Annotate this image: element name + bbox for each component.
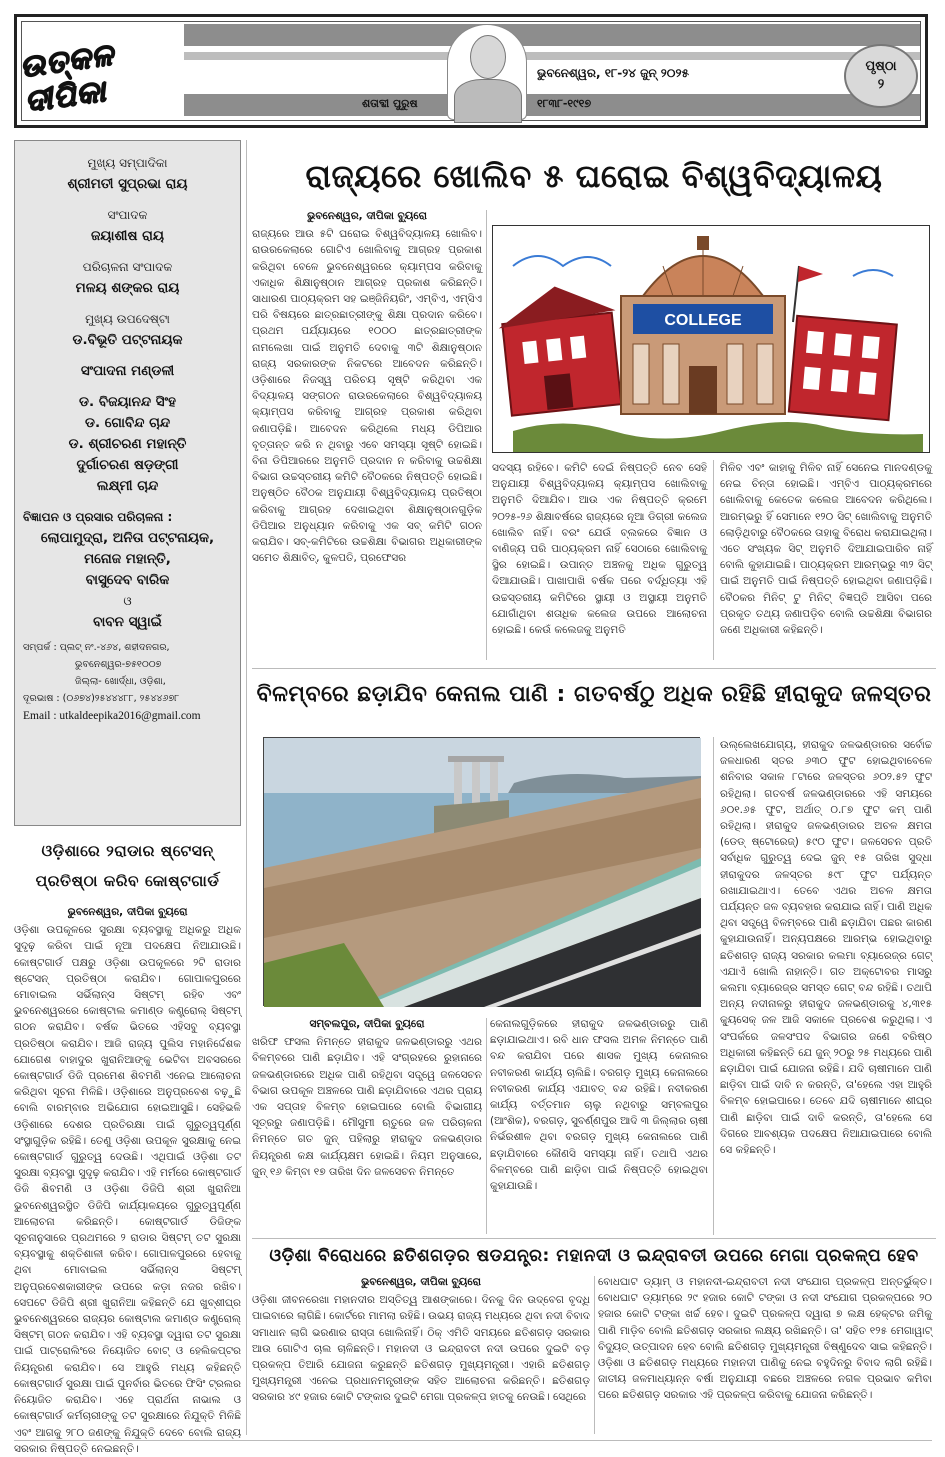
canal-headline: ବିଳମ୍ବରେ ଛଡ଼ାଯିବ କେନାଲ ପାଣି : ଗତବର୍ଷଠୁ ଅଧିକ ରହିଛି ହୀରାକୁଦ ଜଳସ୍ତର: [252, 668, 936, 720]
main-article-byline: ଭୁବନେଶ୍ୱର, ଦୀପିକା ବ୍ୟୁରୋ: [307, 210, 427, 222]
coastguard-article-byline: ଭୁବନେଶ୍ୱର, ଦୀପିକା ବ୍ୟୁରୋ: [67, 906, 188, 918]
newspaper-logo: [17, 22, 182, 126]
mahanadi-article-text: ଓଡ଼ିଶା ଜୀବନରେଖା ମହାନଦୀର ଅସ୍ତିତ୍ୱ ଆଶଙ୍କାରେ। ଦିନକୁ ଦିନ ଉଦ୍‌ବେଗ ବୃଦ୍ଧି ପାଇବାରେ ଲାଗିଛି। କୋର୍ଟରେ ମାମଲା ରହିଛି। ଉଭୟ ରାଜ୍ୟ ମଧ୍ୟରେ ଥିବା ନଦୀ ବିବାଦ ସମାଧାନ ଲାଗି ଭରଣାର ରାସ୍ତା ଖୋଲିନାହିଁ। ଠିକ୍ ଏମିତି ସମୟରେ ଛତିଶଗଡ଼ ସରକାର ଆଉ ଗୋଟିଏ ଚାଲ ଚାଳିଛନ୍ତି। ମହାନଦୀ ଓ ଇନ୍ଦ୍ରାବତୀ ନଦୀ ଉପରେ ଦୁଇଟି ବଡ଼ ପ୍ରକଳ୍ପ ତିଆରି ଯୋଜନା କରୁଛନ୍ତି ଛତିଶଗଡ଼ ମୁଖ୍ୟମନ୍ତ୍ରୀ। ଏହାରି ଛତିଶଗଡ଼ ମୁଖ୍ୟମନ୍ତ୍ରୀ ଏନେଇ ପ୍ରଧାନମନ୍ତ୍ରୀଙ୍କ ସହିତ ଆଲୋଚନା କରିଛନ୍ତି। ଛତିଶଗଡ଼ ସରକାର ୪୯ ହଜାର କୋଟି ଟଙ୍କାର ଦୁଇଟି ମେଗା ପ୍ରକଳ୍ପ ହାତକୁ ନେଉଛି। ସେଥିରେ: [252, 1294, 590, 1404]
dam-svg: [264, 738, 701, 1007]
canal-article-text: ଖରିଫ ଫସଲ ନିମନ୍ତେ ହୀରାକୁଦ ଜଳଭଣ୍ଡାରରୁ ଏଥର ବିଳମ୍ବରେ ପାଣି ଛଡ଼ାଯିବ। ଏହି ସଂଗ୍ରହରେ ରୁହାନାରେ ଜଳଭଣ୍ଡାରରେ ଅଧିକ ପାଣି ରହିଥିବା ସତ୍ତ୍ୱେ ଜଳସେଚନ ବିଭାଗ ଉପକୂଳ ଅଞ୍ଚଳରେ ପାଣି ଛଡ଼ାଯିବାରେ ଏଥର ପ୍ରାୟ ଏକ ସପ୍ତାହ ବିଳମ୍ବ ହୋଇପାରେ ବୋଲି ବିଭାଗୀୟ ସୂତ୍ରରୁ ଜଣାପଡ଼ିଛି। ମୌସୁମୀ ଋତୁରେ ଜଳ ପରିଚାଳନା ନିମନ୍ତେ ଗତ ଜୁନ୍ ପହିଲାରୁ ହୀରାକୁଦ ଜଳଭଣ୍ଡାର ନିୟନ୍ତ୍ରଣ କକ୍ଷ କାର୍ଯ୍ୟକ୍ଷମ ହୋଇଛି। ନିୟମ ଅନୁସାରେ, ଜୁନ୍ ୧୬ କିମ୍ବା ୧୭ ତାରିଖ ଦିନ ଜଳସେଚନ ନିମନ୍ତେ: [252, 1036, 482, 1178]
founder-portrait: [447, 24, 527, 120]
chief-editor-title: ମୁଖ୍ୟ ସମ୍ପାଦିକା: [87, 156, 168, 170]
mahanadi-headline: ଓଡ଼ିଶା ବିରୋଧରେ ଛତିଶଗଡ଼ର ଷଡଯନ୍ତ୍ର: ମହାନଦୀ ଓ ଇନ୍ଦ୍ରାବତୀ ଉପରେ ମେଗା ପ୍ରକଳ୍ପ ହେବ: [252, 1238, 936, 1272]
canal-article-text: କେନାଲଗୁଡ଼ିକରେ ହୀରାକୁଦ ଜଳଭଣ୍ଡାରରୁ ପାଣି ଛଡ଼ାଯାଇଥାଏ। ରବି ଧାନ ଫସଲ ଅମଳ ନିମନ୍ତେ ପାଣି ବନ୍ଦ କରାଯିବା ପରେ ଶାସକ ମୁଖ୍ୟ କେନାଲର ନବୀକରଣ କାର୍ଯ୍ୟ ଚାଲିଛି। ବରଗଡ଼ ମୁଖ୍ୟ କେନାଲରେ ନବୀକରଣ କାର୍ଯ୍ୟ ଏଯାବତ୍ ବନ୍ଦ ରହିଛି। ନବୀକରଣ କାର୍ଯ୍ୟ ବର୍ତ୍ତମାନ ଚାଲୁ ନଥିବାରୁ ସମ୍ବଲପୁର (ଆଂଶିକ), ବରଗଡ଼, ସୁବର୍ଣ୍ଣପୁର ଆଦି ୩ ଜିଲ୍ଲାର ଚାଷୀ ନିର୍ଭରଶୀଳ ଥିବା ବରଗଡ଼ ମୁଖ୍ୟ କେନାଲରେ ପାଣି ଛଡ଼ାଯିବାରେ କୌଣସି ସମସ୍ୟା ନାହିଁ। ତଥାପି ଏଥର ବିଳମ୍ବରେ ପାଣି ଛାଡ଼ିବା ପାଇଁ ନିଷ୍ପତ୍ତି ହୋଇଥିବା କୁହାଯାଉଛି।: [490, 1018, 708, 1193]
college-sign-text: COLLEGE: [664, 312, 742, 329]
board-member: ଡ. ଗୋବିନ୍ଦ ଚାନ୍ଦ: [84, 415, 171, 431]
main-headline: ରାଜ୍ୟରେ ଖୋଲିବ ୫ ଘରୋଇ ବିଶ୍ୱବିଦ୍ୟାଳୟ: [305, 157, 883, 195]
main-article-col-2: [492, 460, 707, 662]
canal-article-col-3: [720, 737, 932, 1237]
main-article-text: ରାଜ୍ୟରେ ଆଉ ୫ଟି ଘରୋଇ ବିଶ୍ୱବିଦ୍ୟାଳୟ ଖୋଲିବ। ରାଉରକେଲାରେ ଗୋଟିଏ ଖୋଲିବାକୁ ଆଗ୍ରହ ପ୍ରକାଶ କରିଥିବା ବେଳେ ଭୁବନେଶ୍ୱରରେ କ୍ୟାମ୍ପସ କରିବାକୁ ଏକାଧିକ ଶିକ୍ଷାନୁଷ୍ଠାନ ଆଗ୍ରହ ପ୍ରକାଶ କରିଛନ୍ତି। ସାଧାରଣ ପାଠ୍ୟକ୍ରମ ସହ ଇଞ୍ଜିନିୟରିଂ, ଏମ୍ବିଏ, ଏମ୍ସିଏ ପରି ବିଷୟରେ ଛାତ୍ରଛାତ୍ରୀଙ୍କୁ ଶିକ୍ଷା ପ୍ରଦାନ କରିବେ। ପ୍ରଥମ ପର୍ଯ୍ୟାୟରେ ୧୦୦୦ ଛାତ୍ରଛାତ୍ରୀଙ୍କ ନାମଲେଖା ପାଇଁ ଅନୁମତି ଦେବାକୁ ୩ଟି ଶିକ୍ଷାନୁଷ୍ଠାନ ରାଜ୍ୟ ସରକାରଙ୍କ ନିକଟରେ ଆବେଦନ କରିଛନ୍ତି। ଓଡ଼ିଶାରେ ନିଜସ୍ୱ ପରିଚୟ ସୃଷ୍ଟି କରିଥିବା ଏକ ବିଦ୍ୟାଳୟ ସଙ୍ଗଠନ ରାଉରକେଲାରେ ବିଶ୍ୱବିଦ୍ୟାଳୟ କ୍ୟାମ୍ପସ କରିବାକୁ ଆଗ୍ରହ ପ୍ରକାଶ କରିଥିବା ଜଣାପଡ଼ିଛି। ଆବେଦନ କରିଥିଲେ ମଧ୍ୟ ଡିପିଆର ବୃତ୍ତାନ୍ତ କରି ନ ଥିବାରୁ ଏବେ ସମସ୍ୟା ସୃଷ୍ଟି ହୋଇଛି। ବିନା ଡିପିଆରରେ ଅନୁମତି ପ୍ରଦାନ ନ କରିବାକୁ ଉଚ୍ଚଶିକ୍ଷା ବିଭାଗ ଉଚ୍ଚସ୍ତରୀୟ କମିଟି ବୈଠକରେ ନିଷ୍ପତ୍ତି ହୋଇଛି। ଅନୁଷ୍ଠିତ ବୈଠକ ଅନୁଯାୟୀ ବିଶ୍ୱବିଦ୍ୟାଳୟ ପ୍ରତିଷ୍ଠା କରିବାକୁ ଆଗ୍ରହ ଦେଖାଇଥିବା ଶିକ୍ଷାନୁଷ୍ଠାନଗୁଡ଼ିକ ଡିପିଆର ଅନୁଧ୍ୟାନ କରିବାକୁ ଏକ ସବ୍ କମିଟି ଗଠନ କରାଯିବ। ସବ୍-କମିଟିରେ ଉଚ୍ଚଶିକ୍ଷା ବିଭାଗର ଅଧିକାରୀଙ୍କ ସମେତ ଶିକ୍ଷାବିତ୍, କୁଳପତି, ପ୍ରଫେସର: [252, 228, 482, 565]
portrait-body: [454, 79, 522, 123]
masthead: [14, 14, 928, 128]
managing-editor-title: ପରିଚାଳନା ସଂପାଦକ: [82, 260, 173, 274]
page-number: ୨: [877, 77, 885, 92]
logo-text: ଉତ୍କଳ ଦୀପିକା: [17, 37, 117, 120]
coastguard-article-text: ଓଡ଼ିଶା ଉପକୂଳରେ ସୁରକ୍ଷା ବ୍ୟବସ୍ଥାକୁ ଅଧିକରୁ ଅଧିକ ସୁଦୃଢ଼ କରିବା ପାଇଁ ନୂଆ ପଦକ୍ଷେପ ନିଆଯାଉଛି। କୋଷ୍ଟଗାର୍ଡ ପକ୍ଷରୁ ଓଡ଼ିଶା ଉପକୂଳରେ ୨ଟି ରାଡାର ଷ୍ଟେସନ୍ ପ୍ରତିଷ୍ଠା କରାଯିବ। ଗୋପାଳପୁରରେ ମୋବାଇଲ ସର୍ଭିଲାନ୍ସ ସିଷ୍ଟମ୍ ରହିବ ଏବଂ ଭୁବନେଶ୍ୱରରେ କୋଷ୍ଟାଲ କମାଣ୍ଡ କଣ୍ଟ୍ରୋଲ୍ ସିଷ୍ଟମ୍ ଗଠନ କରାଯିବ। ବର୍ଷକ ଭିତରେ ଏହିସବୁ ବ୍ୟବସ୍ଥା ପ୍ରତିଷ୍ଠା କରାଯିବ। ଆଜି ରାଜ୍ୟ ପୁଲିସ ମହାନିର୍ଦ୍ଦେଶକ ଯୋଗେଶ ବାହାଦୁର ଖୁରାନିଆଙ୍କୁ ଭେଟିବା ଅବସରରେ କୋଷ୍ଟଗାର୍ଡ ଡିଜି ପ୍ରମେଶ ଶିବମଣି ଏନେଇ ଆଲୋଚନା କରିଥିବା ସୂଚନା ମିଳିଛି। ଓଡ଼ିଶାରେ ଅନୁପ୍ରବେଶ ବଢ଼ୁଛି ବୋଲି ବାରମ୍ବାର ଅଭିଯୋଗ ହୋଇଆସୁଛି। ସେହିଭଳି ଓଡ଼ିଶାରେ ଦେଶର ପ୍ରତିରକ୍ଷା ପାଇଁ ଗୁରୁତ୍ୱପୂର୍ଣ୍ଣ ସଂସ୍ଥାଗୁଡ଼ିକ ରହିଛି। ତେଣୁ ଓଡ଼ିଶା ଉପକୂଳ ସୁରକ୍ଷାକୁ ନେଇ କୋଷ୍ଟଗାର୍ଡ ଗୁରୁତ୍ୱ ଦେଉଛି। ଏଥିପାଇଁ ଓଡ଼ିଶା ତଟ ସୁରକ୍ଷା ବ୍ୟବସ୍ଥା ସୁଦୃଢ଼ କରାଯିବ। ଏହି ମର୍ମରେ କୋଷ୍ଟଗାର୍ଡ ଡିଜି ଶିବମଣି ଓ ଓଡ଼ିଶା ଡିଜିପି ଶ୍ରୀ ଖୁରାନିଆ ଭୁବନେଶ୍ୱରସ୍ଥିତ ଡିଜିପି କାର୍ଯ୍ୟାଳୟରେ ଗୁରୁତ୍ୱପୂର୍ଣ୍ଣ ଆଲୋଚନା କରିଛନ୍ତି। କୋଷ୍ଟଗାର୍ଡ ଡିଜିଙ୍କ ସୂଚନାନୁସାରେ ପ୍ରଥମରେ ୨ ରାଡାର ସିଷ୍ଟମ୍ ତଟ ସୁରକ୍ଷା ବ୍ୟବସ୍ଥାକୁ ଶକ୍ତିଶାଳୀ କରିବ। ଗୋପାଳପୁରରେ ହେବାକୁ ଥିବା ମୋବାଇଲ ସର୍ଭିଲାନ୍ସ ସିଷ୍ଟମ୍ ଅନୁପ୍ରବେଶକାରୀଙ୍କ ଉପରେ କଡ଼ା ନଜର ରଖିବ। ସେପଟେ ଡିଜିପି ଶ୍ରୀ ଖୁରାନିଆ କହିଛନ୍ତି ଯେ ଖୁବ୍ଶୀଘ୍ର ଭୁବନେଶ୍ୱରରେ ରାଜ୍ୟର କୋଷ୍ଟାଲ କମାଣ୍ଡ କଣ୍ଟ୍ରୋଲ୍ ସିଷ୍ଟମ୍ ଗଠନ କରାଯିବ। ଏହି ବ୍ୟବସ୍ଥା ଦ୍ୱାରା ତଟ ସୁରକ୍ଷା ପାଇଁ ପାଟ୍ରୋଲିଂରେ ନିୟୋଜିତ ବୋଟ୍ ଓ ହେଲିକପ୍ଟର ନିୟନ୍ତ୍ରଣ କରାଯିବ। ସେ ଆହୁରି ମଧ୍ୟ କହିଛନ୍ତି କୋଷ୍ଟଗାର୍ଡ ସୁରକ୍ଷା ପାଇଁ ପୁନର୍ବାର ଭିତରେ ଫିସିଂ ଟ୍ରଲର ନିୟୋଜିତ କରାଯିବ। ଏହେ ପ୍ରାର୍ଥନା ନାଭାଲ ଓ କୋଷ୍ଟଗାର୍ଡ କର୍ମଚାରୀଙ୍କୁ ତଟ ସୁରକ୍ଷାରେ ନିଯୁକ୍ତି ମିଳିଛି ଏବଂ ଆଗକୁ ୨୮୦ ଜଣଙ୍କୁ ନିଯୁକ୍ତି ଦେବେ ବୋଲି ରାଜ୍ୟ ସରକାର ନିଷ୍ପତ୍ତି ନେଇଛନ୍ତି।: [14, 924, 241, 1455]
issue-date: ଭୁବନେଶ୍ୱର, ୧୮-୨୪ ଜୁନ୍ ୨୦୨୫: [537, 66, 689, 80]
main-article-text: ସଦସ୍ୟ ରହିବେ। କମିଟି ଦେଇଁ ନିଷ୍ପତ୍ତି ନେବ ସେହି ଅନୁଯାୟୀ ବିଶ୍ୱବିଦ୍ୟାଳୟ କ୍ୟାମ୍ପସ ଖୋଲିବାକୁ ଅନୁମତି ଦିଆଯିବ। ଆଉ ଏକ ନିଷ୍ପତ୍ତି କ୍ରମେ ୨୦୨୫-୨୬ ଶିକ୍ଷାବର୍ଷରେ ରାଜ୍ୟରେ ନୂଆ ଡିଗ୍ରୀ କଲେଜ ଖୋଲିବ ନାହିଁ। ବରଂ ଯେଉଁ ବ୍ଲକରେ ବିଜ୍ଞାନ ଓ ବାଣିଜ୍ୟ ପରି ପାଠ୍ୟକ୍ରମ ନାହିଁ ସେଠାରେ ଖୋଲିବାକୁ ସ୍ଥିର ହୋଇଛି। ଉପାନ୍ତ ଅଞ୍ଚଳକୁ ଅଧିକ ଗୁରୁତ୍ୱ ଦିଆଯାଉଛି। ପାଖାପାଖି ବର୍ଷକ ପରେ ବର୍ଦ୍ଧିତ୍ୟା ଏହି ଉଚ୍ଚସ୍ତରୀୟ କମିଟିରେ ସ୍ଥାୟୀ ଓ ଅସ୍ଥାୟୀ ଅନୁମତି ଯୋଗାଁଥିବା ଶତାଧିକ କଲେଜ ଉପରେ ଆଲୋଚନା ହୋଇଛି। କେଉଁ କଲେଜକୁ ଅନୁମତି: [492, 462, 707, 637]
ads-and: ଓ: [123, 594, 132, 608]
column-divider: [594, 1276, 595, 1434]
portrait-years: ୧୮୩୮-୧୯୧୭: [537, 97, 592, 110]
canal-article-text: ଉଲ୍ଲେଖଯୋଗ୍ୟ, ହୀରାକୁଦ ଜଳଭଣ୍ଡାରର ସର୍ବୋଚ୍ଚ ଜଳଧାରଣ ସ୍ତର ୬୩୦ ଫୁଟ ହୋଇଥିବାବେଳେ ଶନିବାର ସକାଳ ୮ଟାରେ ଜଳସ୍ତର ୬୦୨.୫୨ ଫୁଟ ରହିଥିଲା। ଗତବର୍ଷ ଜଳଭଣ୍ଡାରରେ ଏହି ସମୟରେ ୬୦୧.୬୫ ଫୁଟ, ଅର୍ଥାତ୍ ୦.୮୭ ଫୁଟ କମ୍ ପାଣି ରହିଥିଲା। ହୀରାକୁଦ ଜଳଭଣ୍ଡାରର ଅଚଳ କ୍ଷମତା (ଡେଡ୍ ଷ୍ଟୋରେଜ୍) ୫୯୦ ଫୁଟ। ଜଳସେଚନ ପ୍ରତି ସର୍ବାଧିକ ଗୁରୁତ୍ୱ ଦେଇ ଜୁନ୍ ୧୫ ତାରିଖ ସୁଦ୍ଧା ହୀରାକୁଦର ଜଳସ୍ତର ୫୯୮ ଫୁଟ ପର୍ଯ୍ୟନ୍ତ ରଖାଯାଇଥାଏ। ତେବେ ଏଥର ଅଚଳ କ୍ଷମତା ପର୍ଯ୍ୟନ୍ତ ଜଳ ବ୍ୟବହାର କରାଯାଇ ନାହିଁ। ପାଣି ଅଧିକ ଥିବା ସତ୍ତ୍ୱେ ବିଳମ୍ବରେ ପାଣି ଛଡ଼ାଯିବା ପଛର କାରଣ କୁହାଯାଉନାହିଁ। ଅନ୍ୟପକ୍ଷରେ ଆରମ୍ଭ ହୋଇଥିବାରୁ ଛତିଶଗଡ଼ ରାଜ୍ୟ ସରକାର କଲମା ବ୍ୟାରେଜ୍ର ଗେଟ୍ ଏଯାଏଁ ଖୋଲି ନାହାନ୍ତି। ଗତ ଅକ୍ଟୋବର ମାସରୁ କଲମା ବ୍ୟାରେଜ୍ର ସମସ୍ତ ଗେଟ୍ ବନ୍ଦ ରହିଛି। ତଥାପି ଅନ୍ୟ ନଦୀନାଳରୁ ହୀରାକୁଦ ଜଳଭଣ୍ଡାରକୁ ୪,୩୧୫ କ୍ୟୁସେକ୍ ଜଳ ଆଜି ସକାଳେ ପ୍ରବେଶ କରୁଥିଲା। ଏ ସଂପର୍କରେ ଜଳସଂପଦ ବିଭାଗର ଜଣେ ବରିଷ୍ଠ ଅଧିକାରୀ କହିଛନ୍ତି ଯେ ଜୁନ୍ ୨୦ରୁ ୨୫ ମଧ୍ୟରେ ପାଣି ଛଡ଼ାଯିବା ପାଇଁ ଯୋଜନା ରହିଛି। ଯଦି ଚାଷୀମାନେ ପାଣି ଛାଡ଼ିବା ପାଇଁ ଦାବି ନ କରନ୍ତି, ତା'ହେଲେ ଏହା ଆହୁରି ବିଳମ୍ବ ହୋଇପାରେ। ତେବେ ଯଦି ଚାଷୀମାନେ ଶୀଘ୍ର ପାଣି ଛାଡ଼ିବା ପାଇଁ ଦାବି କରନ୍ତି, ତା'ହେଲେ ସେ ଦିଗରେ ଆବଶ୍ୟକ ପଦକ୍ଷେପ ନିଆଯାଇପାରେ ବୋଲି ସେ କହିଛନ୍ତି।: [720, 739, 932, 1157]
chief-adviser-name: ଡ.ବିଭୂତି ପଟ୍ଟନାୟକ: [72, 332, 183, 348]
main-article-text: ମିଳିବ ଏବଂ କାହାକୁ ମିଳିବ ନାହିଁ ସେନେଇ ମାନଦଣ୍ଡକୁ ନେଇ ଚିନ୍ତା ହୋଇଛି। ଏମ୍ବିଏ ପାଠ୍ୟକ୍ରମରେ ଖୋଲିବାକୁ କେତେକ କଲେଜ ଆବେଦନ କରିଥିଲେ। ଆରମ୍ଭରୁ ହିଁ ସେମାନେ ୧୨୦ ସିଟ୍ ଖୋଲିବାକୁ ଅନୁମତି ଲୋଡ଼ିଥିବାରୁ ବୈଠକରେ ତାହାକୁ ବିରୋଧ କରାଯାଇଥିଲା। ଏତେ ସଂଖ୍ୟକ ସିଟ୍ ଅନୁମତି ଦିଆଯାଇପାରିବ ନାହିଁ ବୋଲି କୁହାଯାଇଛି। ପାଠ୍ୟକ୍ରମ ଆରମ୍ଭରୁ ୩୨ ସିଟ୍ ପାଇଁ ଅନୁମତି ପାଇଁ ନିଷ୍ପତ୍ତି ହୋଇଥିବା ଜଣାପଡ଼ିଛି। ବୈଠକର ମିନିଟ୍ ଟୁ ମିନିଟ୍ ବିଜ୍ଞପ୍ତି ଆସିବା ପରେ ପ୍ରକୃତ ତଥ୍ୟ ଜଣାପଡ଼ିବ ବୋଲି ଉଚ୍ଚଶିକ୍ଷା ବିଭାଗର ଜଣେ ଅଧିକାରୀ କହିଛନ୍ତି।: [720, 462, 932, 637]
column-divider: [713, 460, 714, 660]
college-illustration: [492, 225, 930, 453]
column-divider: [713, 737, 714, 1235]
ads-staff: ବାସୁଦେବ ବାରିକ: [85, 572, 170, 588]
editorial-board-title: ସଂପାଦନା ମଣ୍ଡଳୀ: [80, 363, 175, 379]
ads-staff: ବାବନ ସ୍ୱାଇଁ: [93, 614, 162, 630]
ads-staff: ମନୋଜ ମହାନ୍ତି,: [84, 551, 171, 567]
main-article-col-1: [252, 208, 482, 663]
masthead-band-mid: [184, 52, 920, 60]
section-divider: [246, 140, 247, 1435]
portrait-head: [470, 35, 506, 79]
editor-name: ଜୟାଶୀଷ ରାୟ: [90, 228, 165, 244]
mahanadi-article-col-1: [252, 1274, 590, 1436]
column-divider: [486, 210, 487, 660]
coastguard-headline: ଓଡ଼ିଶାରେ ୨ରାଡାର ଷ୍ଟେସନ୍ ପ୍ରତିଷ୍ଠା କରିବ କୋଷ୍ଟଗାର୍ଡ: [35, 842, 220, 890]
coastguard-article: [14, 904, 241, 1455]
board-member: ଡ. ବିଜୟାନନ୍ଦ ସିଂହ: [79, 394, 176, 410]
board-member: ଦୁର୍ଗାଚରଣ ଷଡ଼ଙ୍ଗୀ: [76, 457, 179, 473]
mahanadi-article-text: ବୋଧଘାଟ ଡ୍ୟାମ୍ ଓ ମହାନଦୀ-ଇନ୍ଦ୍ରାବତୀ ନଦୀ ସଂଯୋଗ ପ୍ରକଳ୍ପ ଅନ୍ତର୍ଭୁକ୍ତ। ବୋଧଘାଟ ଡ୍ୟାମ୍‌ରେ ୨୯ ହଜାର କୋଟି ଟଙ୍କା ଓ ନଦୀ ସଂଯୋଗ ପ୍ରକଳ୍ପରେ ୨୦ ହଜାର କୋଟି ଟଙ୍କା ଖର୍ଚ୍ଚ ହେବ। ଦୁଇଟି ପ୍ରକଳ୍ପ ଦ୍ୱାରା ୭ ଲକ୍ଷ ହେକ୍ଟର ଜମିକୁ ପାଣି ମାଡ଼ିବ ବୋଲି ଛତିଶଗଡ଼ ସରକାର ଲକ୍ଷ୍ୟ ରଖିଛନ୍ତି। ତା' ସହିତ ୧୨୫ ମେଗାୱାଟ୍ ବିଦ୍ୟୁତ୍ ଉତ୍ପାଦନ ହେବ ବୋଲି ଛତିଶଗଡ଼ ମୁଖ୍ୟମନ୍ତ୍ରୀ ବିଷ୍ଣୁଦେବ ସାଇ କହିଛନ୍ତି। ଓଡ଼ିଶା ଓ ଛତିଶଗଡ଼ ମଧ୍ୟରେ ମହାନଦୀ ପାଣିକୁ ନେଇ ବହୁଦିନରୁ ବିବାଦ ଲାଗି ରହିଛି। ଜାତୀୟ ଜଳମାଧ୍ୟାନ୍ନ ବର୍ଷା ଅନୁଯାୟୀ ବଛରେ ଅଞ୍ଚଳରେ ନଗଳ ପ୍ରଭାବ କମିବା ପରେ ଛତିଶଗଡ଼ ସରକାର ଏହି ପ୍ରକଳ୍ପ କରିବାକୁ ଯୋଜନା କରିଛନ୍ତି।: [598, 1276, 932, 1402]
mahanadi-article-col-2: [598, 1274, 932, 1436]
ads-staff: ଲୋପାମୁଦ୍ରା, ଅନିତା ପଟ୍ଟନାୟକ,: [40, 530, 215, 546]
main-article-col-3: [720, 460, 932, 662]
editor-title: ସଂପାଦକ: [107, 208, 148, 222]
contact-address: ଭୁବନେଶ୍ୱର-୭୫୧୦୦୭: [75, 659, 162, 670]
hirakud-dam-photo: [263, 737, 700, 1006]
editorial-box: [14, 140, 241, 826]
masthead-band-top: [184, 24, 920, 46]
contact-phone: ଦୂରଭାଷ : (୦୬୭୪)୨୫୪୪୪୮୮, ୨୫୪୪୬୭୮: [23, 693, 180, 704]
page-label: ପୃଷ୍ଠା: [865, 58, 897, 74]
portrait-caption: ଶତାବ୍ଦୀ ପୁରୁଷ: [362, 97, 418, 110]
contact-address: ସମ୍ପର୍କ : ପ୍ଲଟ୍ ନଂ.-୪୬୪, ଶହୀଦନଗର,: [23, 642, 170, 653]
chief-adviser-title: ମୁଖ୍ୟ ଉପଦେଷ୍ଟା: [85, 312, 170, 326]
ads-title: ବିଜ୍ଞାପନ ଓ ପ୍ରସାର ପରିଚାଳନା :: [23, 510, 173, 524]
mahanadi-article-byline: ଭୁବନେଶ୍ୱର, ଦୀପିକା ବ୍ୟୁରୋ: [361, 1276, 481, 1288]
page-bottom-rule: [14, 1440, 932, 1441]
college-svg: [493, 226, 929, 452]
canal-article-col-1: [252, 1016, 482, 1236]
masthead-frame: [17, 21, 921, 121]
page-number-badge: [844, 44, 918, 108]
board-member: ଡ. ଶ୍ରୀଚରଣ ମହାନ୍ତି: [68, 436, 187, 452]
canal-article-col-2: [490, 1016, 708, 1236]
chief-editor-name: ଶ୍ରୀମତୀ ସୁପ୍ରଭା ରାୟ: [67, 176, 188, 192]
contact-address: ଜିଲ୍ଲା- ଖୋର୍ଦ୍ଧା, ଓଡ଼ିଶା,: [75, 676, 166, 687]
managing-editor-name: ମଳୟ ଶଙ୍କର ରାୟ: [75, 280, 180, 296]
canal-article-byline: ସମ୍ବଲପୁର, ଦୀପିକା ବ୍ୟୁରୋ: [309, 1018, 425, 1030]
board-member: ଲକ୍ଷ୍ମୀ ଚାନ୍ଦ: [96, 478, 159, 494]
column-divider: [486, 1018, 487, 1234]
contact-email[interactable]: Email : utkaldeepika2016@gmail.com: [23, 710, 201, 722]
